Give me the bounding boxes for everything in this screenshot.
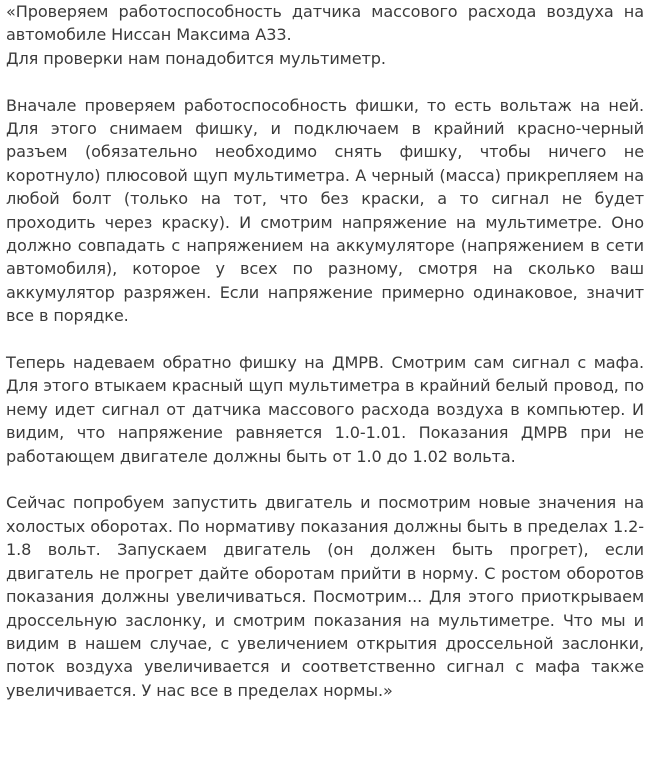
intro-paragraph	[6, 0, 644, 70]
article-body	[6, 0, 644, 702]
intro-line-multimeter: Для проверки нам понадобится мультиметр.	[6, 48, 386, 68]
intro-line-sensor-check: «Проверяем работоспособность датчика массового расхода воздуха на автомобиле Ниссан Максима А33.	[6, 2, 644, 45]
paragraph-signal-check: Теперь надеваем обратно фишку на ДМРВ. Смотрим сам сигнал с мафа. Для этого втыкаем красный щуп мультиметра в крайний белый провод, по нему идет сигнал от датчика массового расхода воздуха в компьютер. И видим, что напряжение равняется 1.0-1.01. Показания ДМРВ при не работающем двигателе должны быть от 1.0 до 1.02 вольта.	[6, 353, 644, 466]
paragraph-voltage-check: Вначале проверяем работоспособность фишки, то есть вольтаж на ней. Для этого снимаем фишку, и подключаем в крайний красно-черный разъем (обязательно необходимо снять фишку, чтобы ничего не коротнуло) плюсовой щуп мультиметра. А черный (масса) прикрепляем на любой болт (только на тот, что без краски, а то сигнал не будет проходить через краску). И смотрим напряжение на мультиметре. Оно должно совпадать с напряжением на аккумуляторе (напряжением в сети автомобиля), которое у всех по разному, смотря на сколько ваш аккумулятор разряжен. Если напряжение примерно одинаковое, значит все в порядке.	[6, 95, 644, 326]
paragraph-idle-check: Сейчас попробуем запустить двигатель и посмотрим новые значения на холостых оборотах. По нормативу показания должны быть в пределах 1.2-1.8 вольт. Запускаем двигатель (он должен быть прогрет), если двигатель не прогрет дайте оборотам прийти в норму. С ростом оборотов показания должны увеличиваться. Посмотрим... Для этого приоткрываем дроссельную заслонку, и смотрим показания на мультиметре. Что мы и видим в нашем случае, с увеличением открытия дроссельной заслонки, поток воздуха увеличивается и соответственно сигнал с мафа также увеличивается. У нас все в пределах нормы.»	[6, 493, 644, 700]
